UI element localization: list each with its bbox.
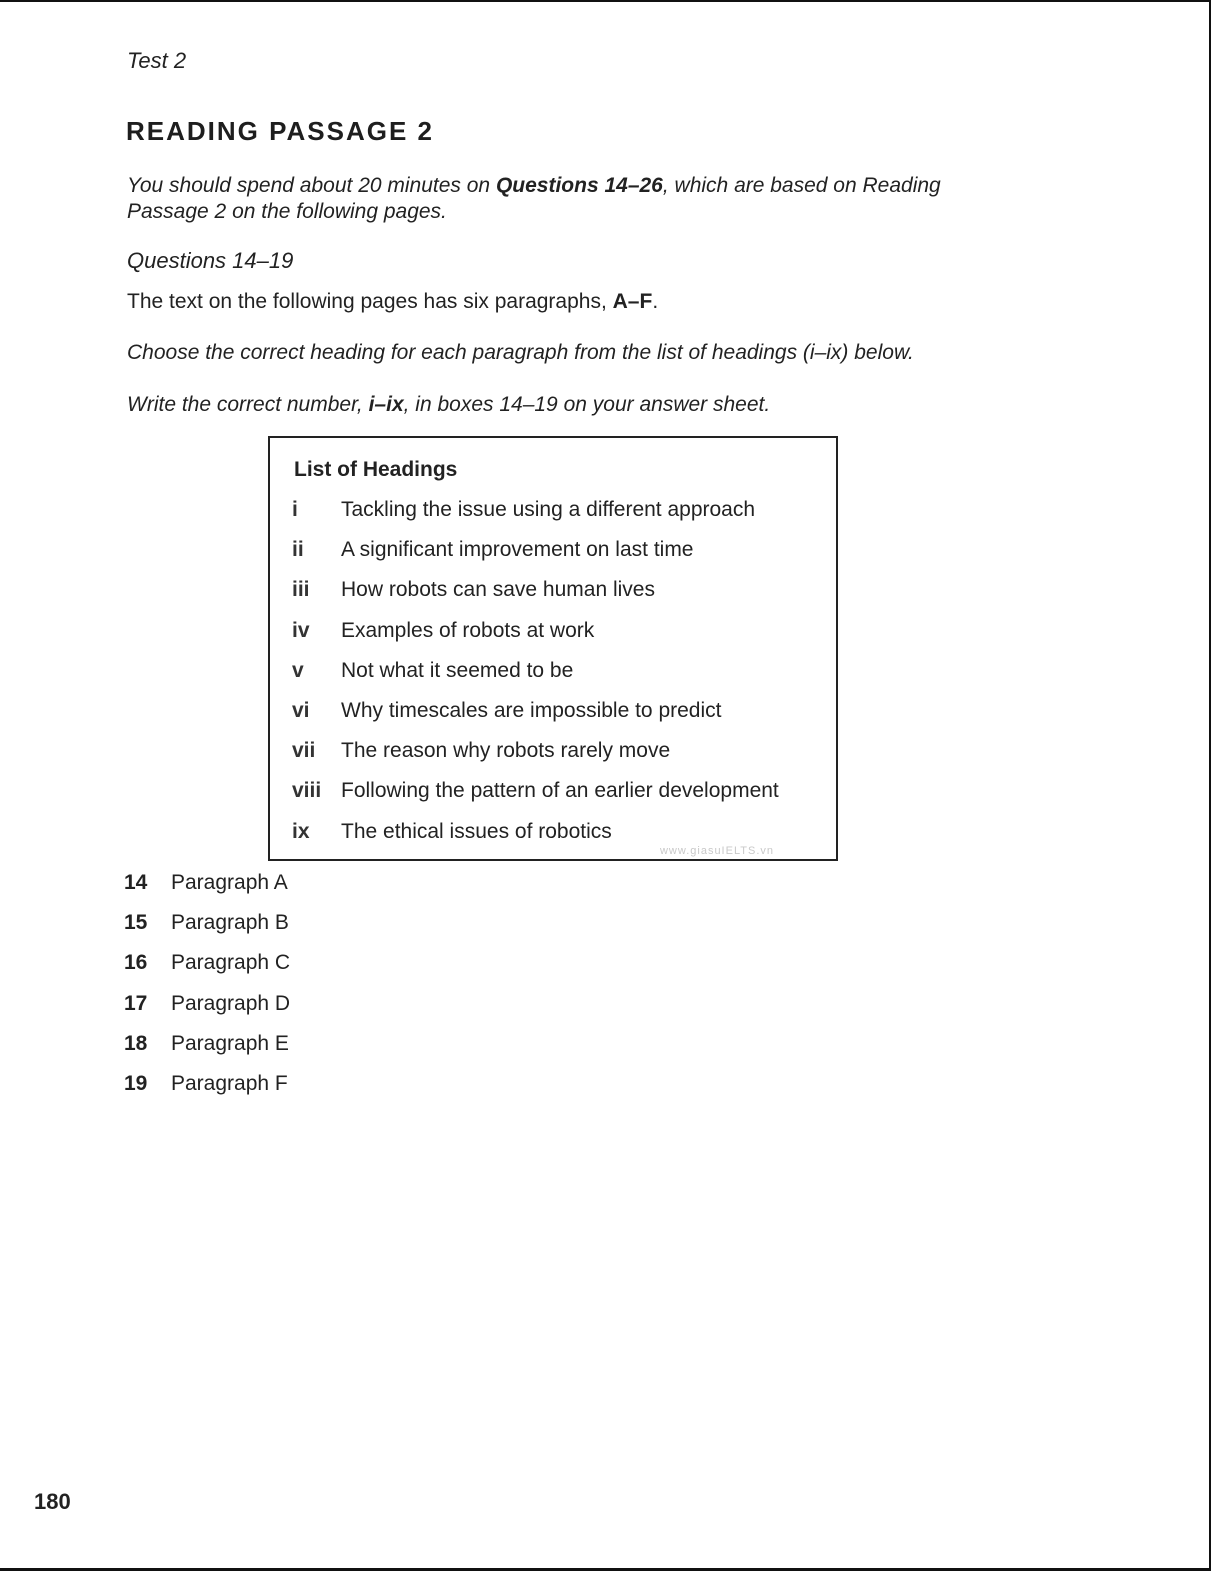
questions-range: Questions 14–19 [127, 248, 294, 273]
instruction-questions-bold: Questions 14–26 [495, 174, 663, 197]
question-number: 14 [124, 871, 148, 894]
heading-item [292, 779, 779, 803]
watermark: www.giasuIELTS.vn [659, 845, 774, 857]
page-title: READING PASSAGE 2 [126, 116, 435, 146]
question-label: Paragraph E [171, 1031, 289, 1055]
write-instruction-suffix: , in boxes 14–19 on your answer sheet. [403, 393, 771, 416]
paragraphs-info [127, 290, 658, 314]
heading-numeral: i [292, 498, 298, 521]
question-item [124, 992, 290, 1016]
heading-numeral: viii [292, 779, 322, 803]
heading-numeral: vii [292, 739, 316, 763]
page-number: 180 [34, 1489, 71, 1514]
question-label: Paragraph B [171, 911, 289, 935]
time-instruction [127, 173, 1027, 225]
question-item [124, 911, 289, 935]
heading-text: Tackling the issue using a different approach [341, 498, 756, 521]
instruction-text-1: You should spend about 20 minutes on [127, 174, 496, 197]
heading-text: Following the pattern of an earlier development [341, 779, 779, 803]
heading-item [292, 498, 755, 522]
question-item [124, 1072, 288, 1096]
question-label: Paragraph F [171, 1072, 288, 1095]
question-item [124, 871, 288, 895]
question-number: 15 [124, 911, 148, 935]
heading-item [292, 538, 694, 562]
heading-numeral: vi [292, 699, 310, 722]
paragraphs-info-text: The text on the following pages has six paragraphs, [127, 290, 613, 313]
heading-item [292, 739, 670, 763]
heading-numeral: ii [292, 538, 304, 562]
headings-title: List of Headings [294, 458, 458, 481]
heading-numeral: ix [292, 819, 310, 843]
heading-item [292, 659, 573, 683]
question-number: 18 [124, 1031, 148, 1055]
heading-text: Not what it seemed to be [341, 658, 574, 682]
question-number: 16 [124, 951, 148, 975]
choose-instruction: Choose the correct heading for each paragraph from the list of headings (i–ix) below. [127, 341, 914, 364]
question-label: Paragraph D [171, 991, 291, 1015]
heading-numeral: iv [292, 618, 310, 642]
question-item [124, 1032, 289, 1056]
write-instruction-range-bold: i–ix [368, 393, 404, 416]
paragraphs-info-suffix: . [652, 290, 659, 313]
question-item [124, 951, 290, 975]
heading-numeral: v [292, 658, 304, 682]
heading-item [292, 820, 612, 844]
list-of-headings-box [268, 436, 838, 861]
question-label: Paragraph C [171, 951, 291, 975]
heading-item [292, 699, 721, 723]
heading-text: How robots can save human lives [341, 578, 655, 602]
question-label: Paragraph A [171, 871, 288, 894]
instruction-text-2: , which are based on Reading Passage 2 on the following pages. [127, 174, 941, 223]
write-instruction [127, 393, 770, 417]
question-number: 19 [124, 1072, 148, 1095]
paragraphs-range-bold: A–F [612, 290, 653, 313]
write-instruction-text: Write the correct number, [127, 393, 369, 416]
running-head: Test 2 [127, 48, 187, 73]
heading-text: Examples of robots at work [341, 618, 595, 642]
heading-text: A significant improvement on last time [341, 538, 694, 562]
heading-numeral: iii [292, 578, 310, 602]
heading-item [292, 578, 655, 602]
heading-text: The ethical issues of robotics [341, 819, 612, 843]
heading-item [292, 619, 594, 643]
question-number: 17 [124, 991, 148, 1015]
heading-text: The reason why robots rarely move [341, 739, 671, 763]
heading-text: Why timescales are impossible to predict [341, 699, 722, 722]
